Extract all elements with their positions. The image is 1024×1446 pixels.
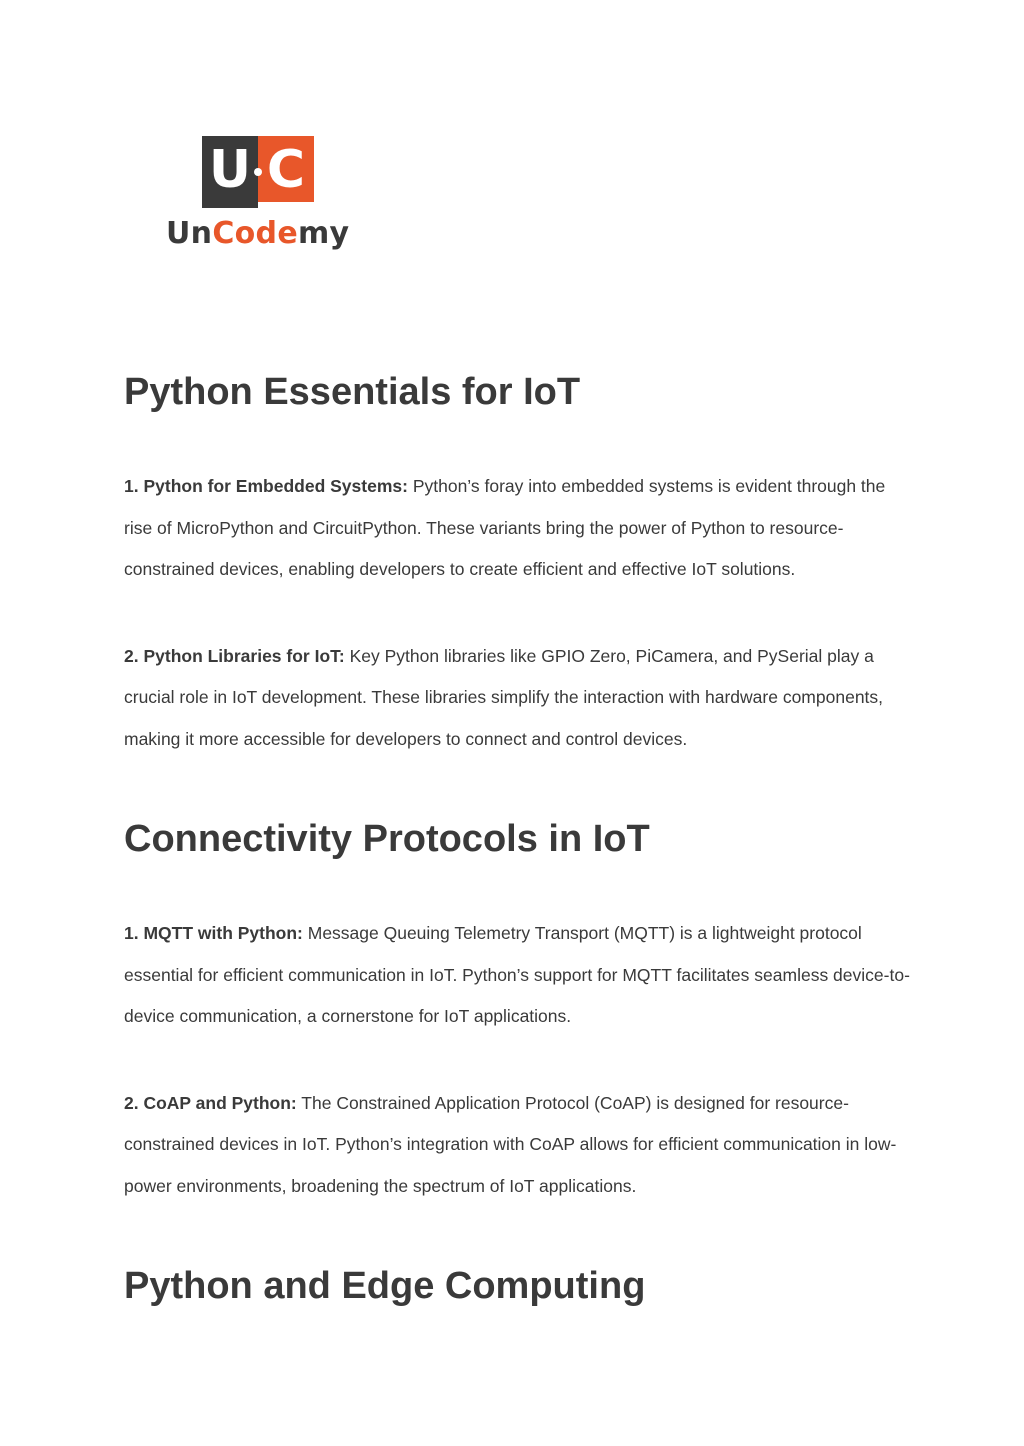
paragraph-label: 1. MQTT with Python: <box>124 923 303 943</box>
section-heading-edge-computing: Python and Edge Computing <box>124 1265 646 1307</box>
paragraph-label: 2. Python Libraries for IoT: <box>124 645 345 666</box>
paragraph-python-libraries <box>124 636 914 761</box>
logo-mark-letter-u: U <box>208 140 252 200</box>
logo-mark-letter-c: C <box>266 140 306 200</box>
paragraph-text: Message Queuing Telemetry Transport (MQTT) is a lightweight protocol essential for efficient communication in IoT. Python’s support for MQTT facilitates seamless device-to-device communication, a cornerstone for IoT applications. <box>124 923 910 1026</box>
logo-mark <box>202 136 314 208</box>
paragraph-mqtt <box>124 913 914 1038</box>
paragraph-coap <box>124 1083 914 1208</box>
article-content <box>124 358 914 1320</box>
logo-wordmark <box>166 216 349 252</box>
logo-word-part-2: Code <box>212 216 298 251</box>
paragraph-text: Python’s foray into embedded systems is evident through the rise of MicroPython and CircuitPython. These variants bring the power of Python to resource-constrained devices, enabling developers to create efficient and effective IoT solutions. <box>124 476 886 579</box>
uncodemy-logo <box>166 136 351 254</box>
logo-mark-dot <box>254 168 262 176</box>
section-heading-connectivity-protocols: Connectivity Protocols in IoT <box>124 818 650 860</box>
logo-word-part-1: Un <box>166 216 213 251</box>
paragraph-text: The Constrained Application Protocol (CoAP) is designed for resource-constrained devices in IoT. Python’s integration with CoAP allows for efficient communication in low-power environments, broadening the spectrum of IoT applications. <box>124 1092 897 1196</box>
paragraph-label: 2. CoAP and Python: <box>124 1092 297 1113</box>
paragraph-text: Key Python libraries like GPIO Zero, PiCamera, and PySerial play a crucial role in IoT development. These libraries simplify the interaction with hardware components, making it more accessible for developers to connect and control devices. <box>124 645 884 749</box>
section-heading-python-essentials: Python Essentials for IoT <box>124 371 581 413</box>
paragraph-embedded-systems <box>124 466 914 591</box>
paragraph-label: 1. Python for Embedded Systems: <box>124 476 408 496</box>
logo-word-part-3: my <box>297 216 350 251</box>
